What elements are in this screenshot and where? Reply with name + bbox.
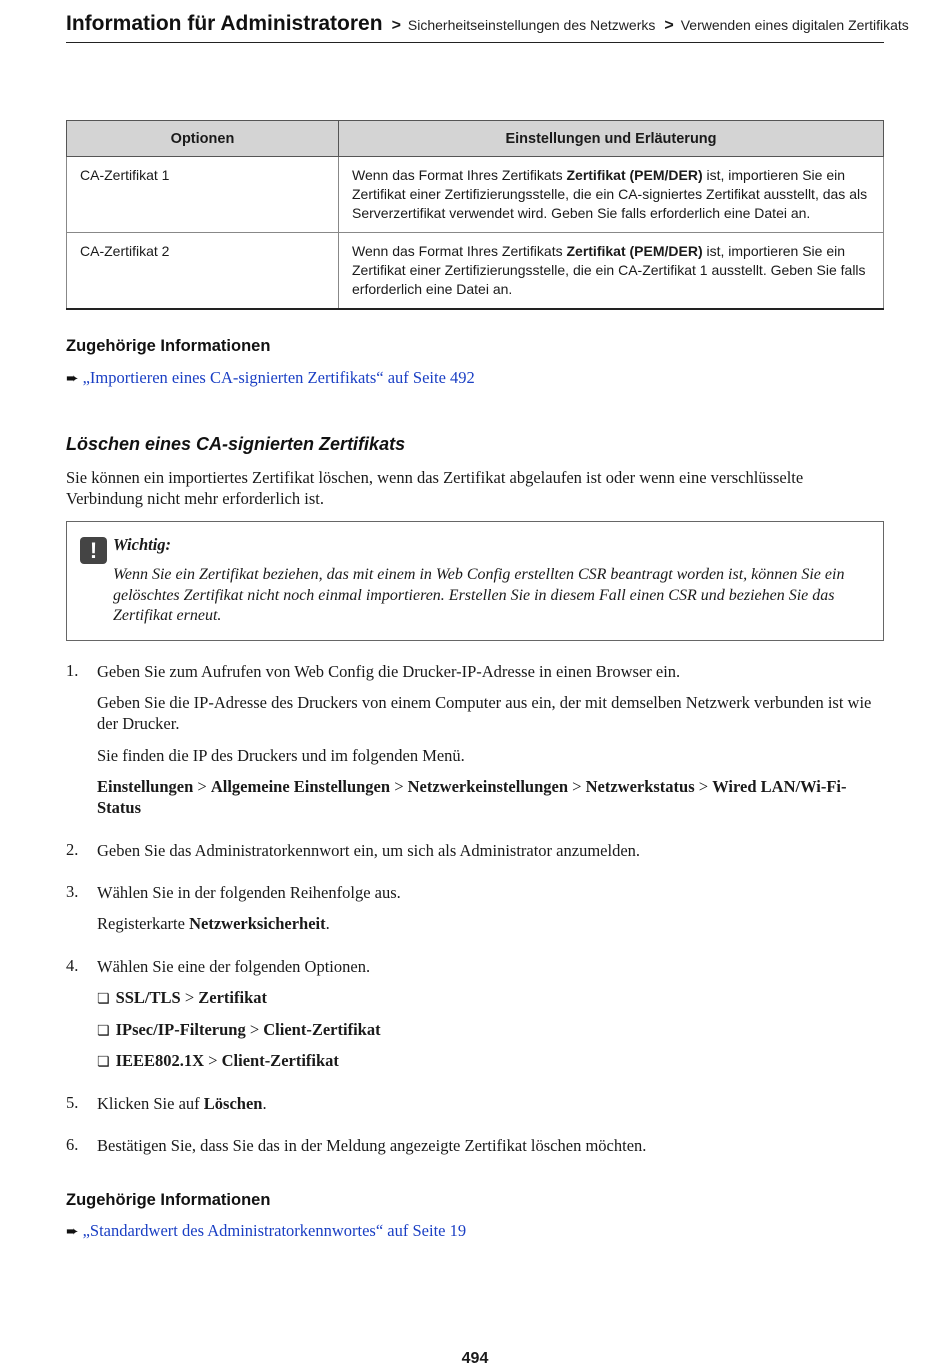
step-text: Bestätigen Sie, dass Sie das in der Meldung angezeigte Zertifikat löschen möchten. [97, 1136, 647, 1155]
step-text: Geben Sie zum Aufrufen von Web Config die Drucker-IP-Adresse in einen Browser ein. [97, 662, 681, 681]
step-number: 2. [66, 840, 79, 859]
step-number: 4. [66, 956, 79, 975]
table-row [67, 233, 884, 310]
breadcrumb-separator: > [664, 17, 674, 34]
related-info-heading: Zugehörige Informationen [66, 1191, 271, 1209]
step-number: 5. [66, 1093, 79, 1112]
related-link[interactable] [66, 368, 475, 388]
table-header-row [67, 121, 884, 157]
exclamation-icon: ! [80, 537, 107, 564]
option-item-bold: IPsec/IP-Filterung [115, 1020, 246, 1039]
step-text: Wählen Sie eine der folgenden Optionen. [97, 957, 371, 976]
step-detail-bold: Netzwerksicherheit [189, 914, 326, 933]
option-cell: CA-Zertifikat 2 [67, 233, 339, 310]
menu-item: Netzwerkstatus [585, 777, 695, 796]
description-text: ist, importieren Sie ein Zertifikat einer Zertifizierungsstelle, die ein CA-Zertifikat 1 ausstellt. Geben Sie falls erforderlich eine Datei an. [352, 243, 866, 297]
option-cell: CA-Zertifikat 1 [67, 157, 339, 233]
description-cell [339, 157, 884, 233]
step-number: 6. [66, 1135, 79, 1154]
checkbox-icon: ❏ [97, 1023, 110, 1039]
step-text-bold: Löschen [203, 1094, 263, 1113]
step-detail: Geben Sie die IP-Adresse des Druckers von einem Computer aus ein, der mit demselben Netzwerk verbunden ist wie der Drucker. [97, 693, 872, 733]
section-heading: Löschen eines CA-signierten Zertifikats [66, 434, 406, 454]
description-text: Wenn das Format Ihres Zertifikats [352, 243, 567, 259]
related-info-heading: Zugehörige Informationen [66, 337, 271, 355]
breadcrumb-separator: > [391, 17, 401, 34]
step-text [97, 1093, 267, 1114]
description-cell [339, 233, 884, 310]
step-number: 1. [66, 661, 79, 680]
option-item: ❏ IEEE802.1X > Client-Zertifikat [97, 1051, 339, 1070]
description-text: ist, importieren Sie ein Zertifikat einer Zertifizierungsstelle, die ein CA-signiertes Zertifikat ausstellt, das als Serverzertifikat verwendet wird. Geben Sie falls erforderlich eine Datei an. [352, 167, 868, 221]
arrow-right-icon: ➨ [66, 369, 79, 387]
option-item-bold: Client-Zertifikat [263, 1020, 381, 1039]
breadcrumb-1: Sicherheitseinstellungen des Netzwerks [407, 17, 656, 33]
step-detail-text: Registerkarte [97, 914, 190, 933]
option-item: ❏ SSL/TLS > Zertifikat [97, 988, 267, 1007]
checkbox-icon: ❏ [97, 991, 110, 1007]
description-bold: Zertifikat (PEM/DER) [566, 167, 703, 183]
column-header-options: Optionen [67, 121, 339, 157]
step-detail-text: . [325, 914, 330, 933]
menu-item: Netzwerkeinstellungen [407, 777, 569, 796]
menu-item: Allgemeine Einstellungen [210, 777, 391, 796]
step-detail: Sie finden die IP des Druckers und im folgenden Menü. [97, 746, 465, 765]
step-text: Geben Sie das Administratorkennwort ein, um sich als Administrator anzumelden. [97, 841, 641, 860]
arrow-right-icon: ➨ [66, 1222, 79, 1240]
note-body: Wenn Sie ein Zertifikat beziehen, das mit einem in Web Config erstellten CSR beantragt worden ist, können Sie ein gelöschtes Zertifikat nicht noch einmal importieren. Erstellen Sie in diesem Fall einen CSR und beziehen Sie das Zertifikat erneut. [113, 566, 845, 624]
related-link[interactable] [66, 1221, 466, 1241]
header-title: Information für Administratoren [66, 12, 383, 35]
step-detail [97, 913, 887, 934]
step-number: 3. [66, 882, 79, 901]
options-table [66, 120, 884, 310]
step-text: Wählen Sie in der folgenden Reihenfolge aus. [97, 883, 401, 902]
table-row [67, 157, 884, 233]
description-text: Wenn das Format Ihres Zertifikats [352, 167, 567, 183]
important-note [66, 521, 884, 641]
breadcrumb-2: Verwenden eines digitalen Zertifikats [680, 17, 909, 33]
option-item: ❏ IPsec/IP-Filterung > Client-Zertifikat [97, 1020, 381, 1039]
description-bold: Zertifikat (PEM/DER) [566, 243, 703, 259]
menu-item: Wired LAN/Wi-Fi-Status [97, 777, 847, 817]
option-item-bold: Zertifikat [198, 988, 267, 1007]
page-number: 494 [461, 1350, 489, 1367]
step-text-part: Klicken Sie auf [97, 1094, 204, 1113]
menu-item: Einstellungen [97, 777, 194, 796]
checkbox-icon: ❏ [97, 1054, 110, 1070]
section-intro: Sie können ein importiertes Zertifikat löschen, wenn das Zertifikat abgelaufen ist oder wenn eine verschlüsselte Verbindung nicht mehr erforderlich ist. [66, 468, 804, 508]
column-header-settings: Einstellungen und Erläuterung [339, 121, 884, 157]
page-header [66, 12, 909, 43]
option-item-bold: IEEE802.1X [115, 1051, 205, 1070]
menu-path: Einstellungen > Allgemeine Einstellungen > Netzwerkeinstellungen > Netzwerkstatus > Wired LAN/Wi-Fi-Status [97, 777, 847, 817]
option-item-bold: SSL/TLS [115, 988, 181, 1007]
note-title: Wichtig: [113, 535, 172, 554]
option-item-bold: Client-Zertifikat [221, 1051, 339, 1070]
related-link-text[interactable]: „Standardwert des Administratorkennwortes“ auf Seite 19 [82, 1221, 467, 1240]
step-text-part: . [262, 1094, 267, 1113]
related-link-text[interactable]: „Importieren eines CA-signierten Zertifikats“ auf Seite 492 [82, 368, 475, 387]
